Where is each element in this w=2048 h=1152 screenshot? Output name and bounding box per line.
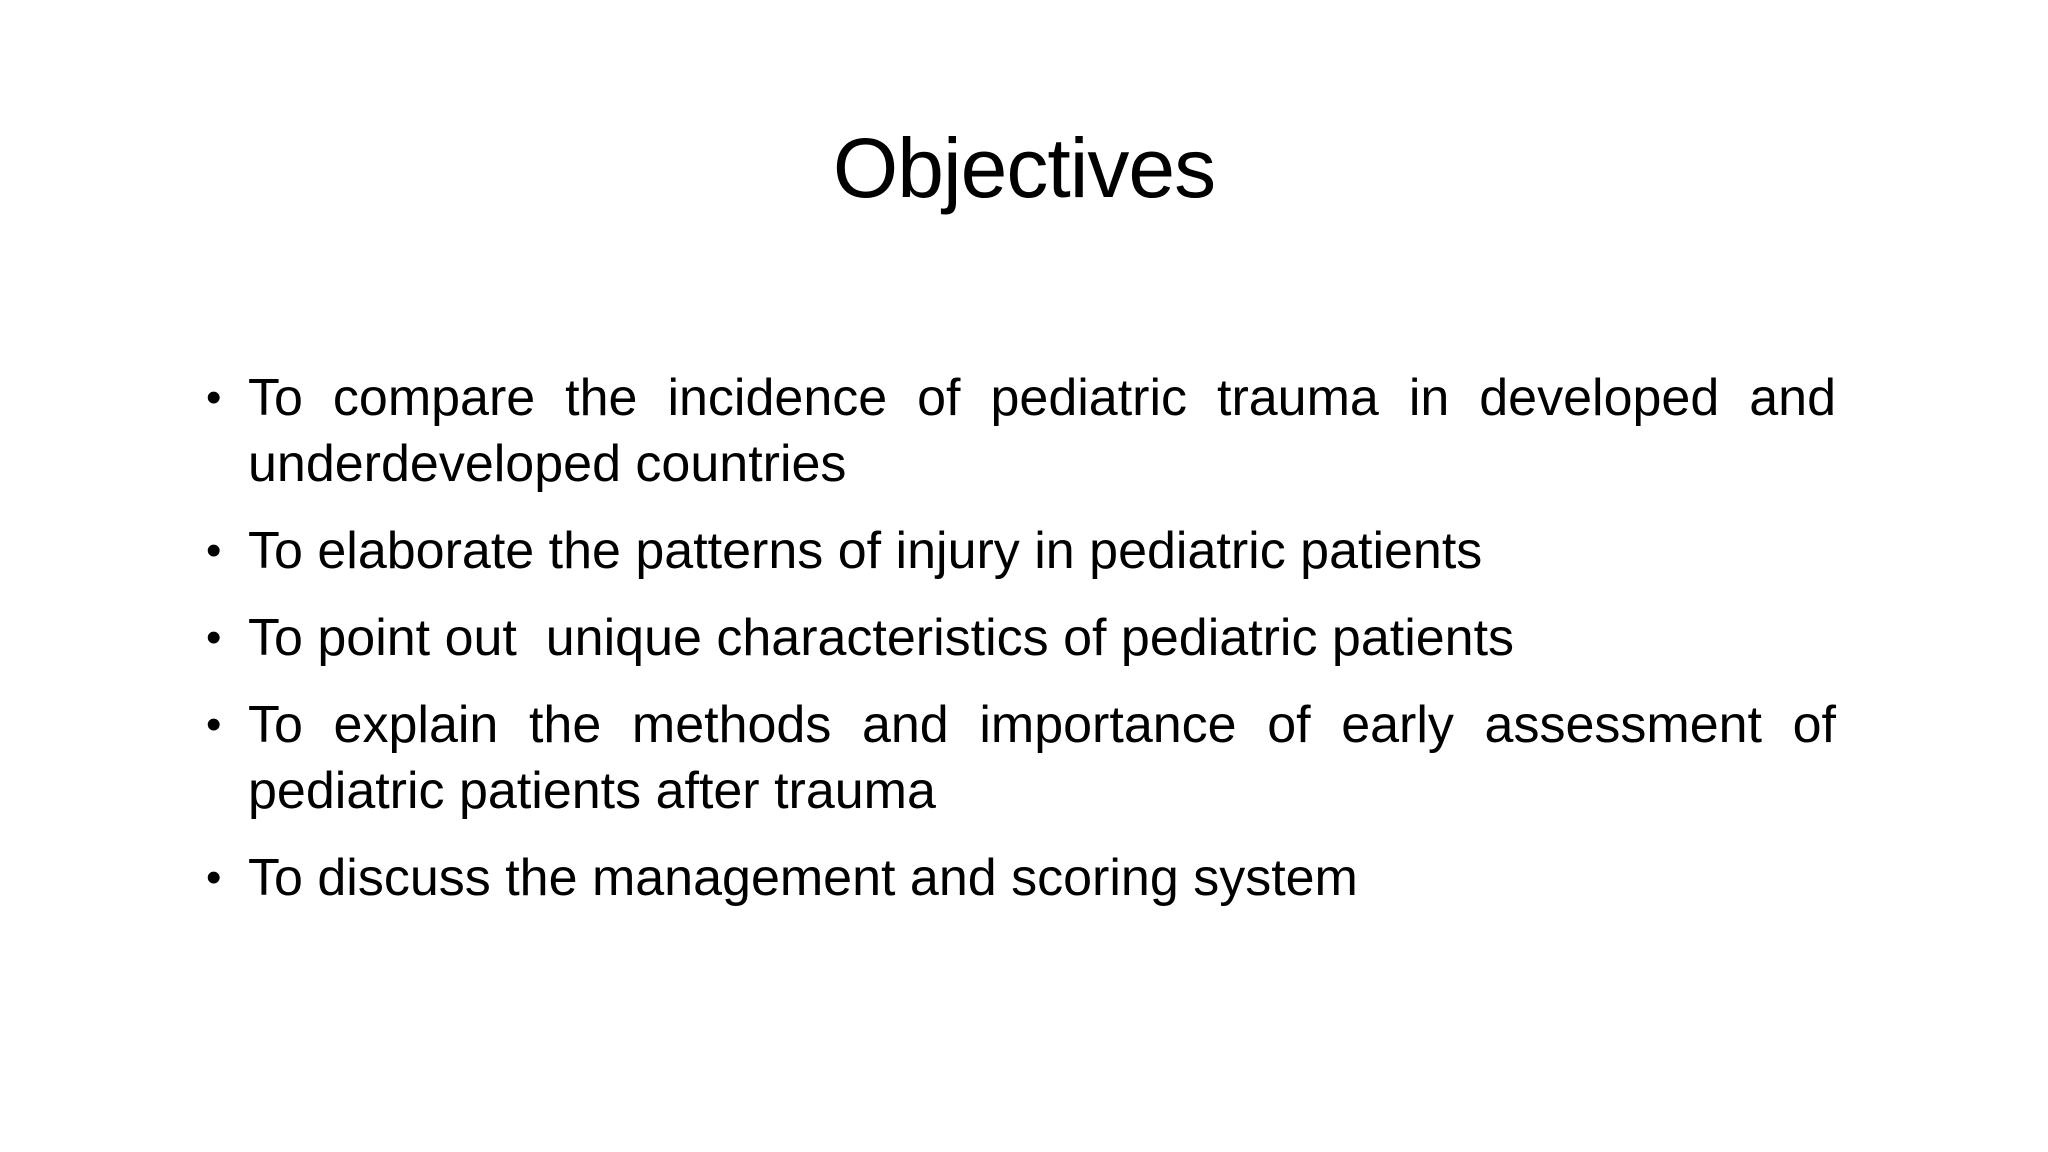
bullet-text: To elaborate the patterns of injury in pediatric patients [248, 522, 1483, 580]
bullet-text: To discuss the management and scoring system [248, 849, 1358, 907]
bullet-item [206, 845, 1836, 911]
bullet-item [206, 605, 1836, 671]
bullet-item [206, 692, 1836, 824]
bullet-icon: • [206, 526, 222, 575]
bullet-item [206, 365, 1836, 497]
bullet-icon: • [206, 700, 222, 749]
bullet-item [206, 518, 1836, 584]
slide-title: Objectives [832, 121, 1216, 215]
bullet-icon: • [206, 853, 222, 902]
bullet-icon: • [206, 613, 222, 662]
objectives-list [206, 365, 1836, 932]
bullet-text: To compare the incidence of pediatric trauma in developed and underdeveloped countries [248, 369, 1836, 493]
bullet-text: To explain the methods and importance of early assessment of pediatric patients after trauma [248, 696, 1836, 820]
bullet-icon: • [206, 373, 222, 422]
bullet-text: To point out unique characteristics of pediatric patients [248, 609, 1515, 667]
